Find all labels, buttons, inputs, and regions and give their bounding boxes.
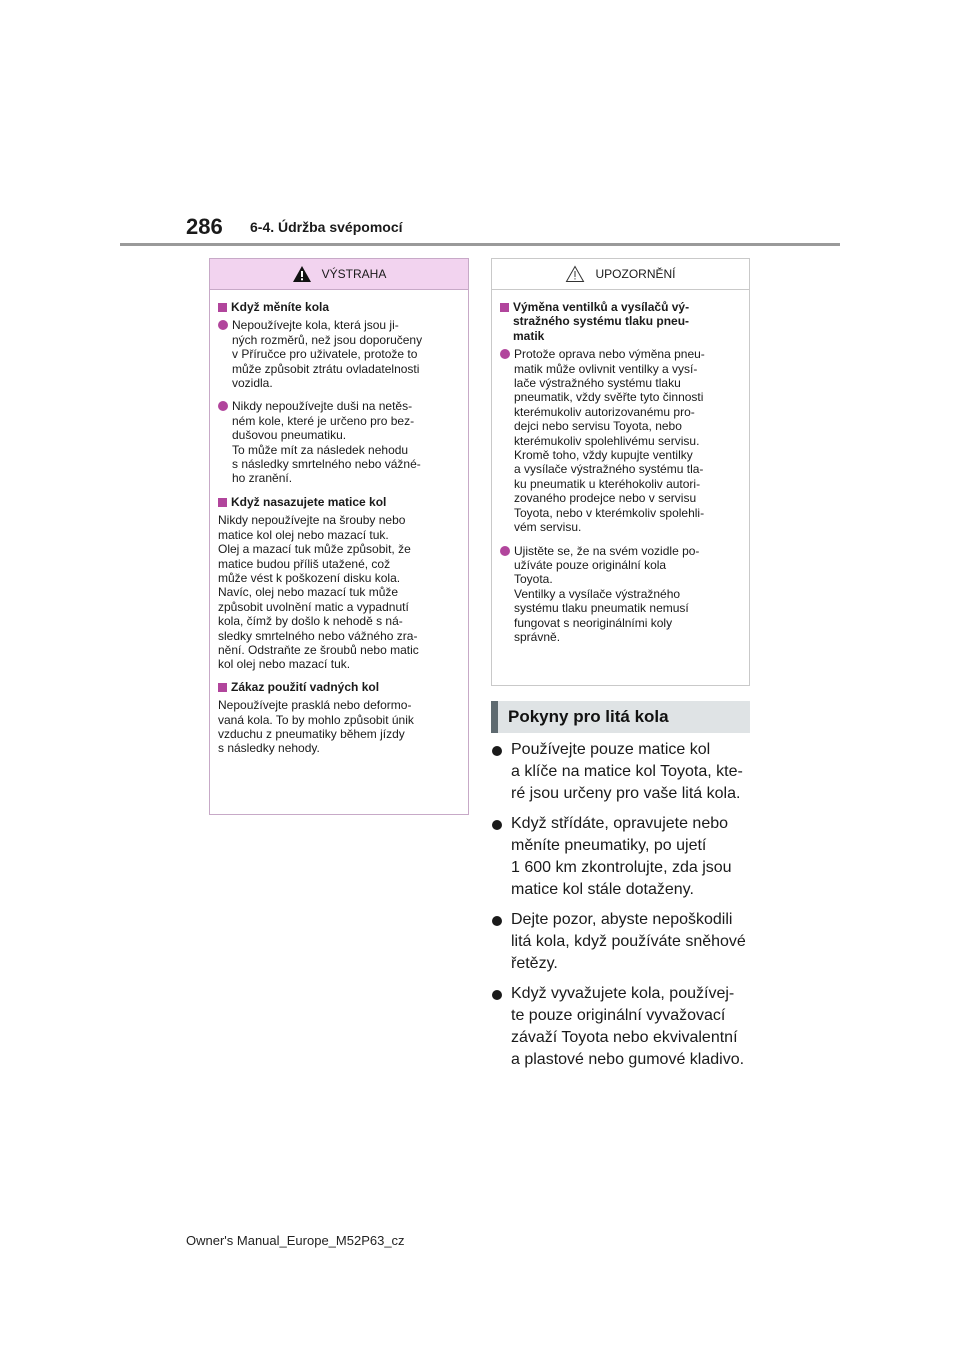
bullet-icon — [492, 990, 502, 1000]
list-item-text: Když vyvažujete kola, používej- te pouze originální vyvažovací závaží Toyota nebo ekvivalentní a plastové nebo gumové kladivo. — [511, 985, 745, 1068]
warning-body — [210, 290, 468, 756]
warning-item — [218, 318, 460, 390]
square-bullet-icon — [218, 303, 227, 312]
alloy-instructions-list — [492, 739, 754, 1079]
caution-item — [500, 347, 741, 534]
alloy-wheels-heading — [491, 701, 750, 733]
list-item-text: Dejte pozor, abyste nepoškodili litá kola, když používáte sněhové řetězy. — [511, 911, 746, 972]
caution-body — [492, 290, 749, 644]
caution-subheading — [500, 300, 741, 343]
caution-header — [492, 259, 749, 290]
header-rule — [120, 243, 840, 246]
warning-header — [210, 259, 468, 290]
warning-item — [218, 399, 460, 485]
caution-item — [500, 544, 741, 645]
circle-bullet-icon — [218, 320, 228, 330]
item-text: Protože oprava nebo výměna pneu- matik může ovlivnit ventilky a vysí- lače výstražného systému tlaku pneumatik, vždy svěřte tyto činnosti kterémukoliv autorizovanému pro- dejci nebo servisu Toyota, nebo kterémukoliv spolehlivému servisu. Kromě toho, vždy kupujte ventilky a vysílače výstražného systému tla- ku pneumatik u kteréhokoliv autori- zovaného prodejce nebo v servisu Toyota, nebo v kterémkoliv spolehli- vém servisu. — [514, 347, 705, 535]
subheading-text: Zákaz použití vadných kol — [231, 679, 380, 694]
circle-bullet-icon — [500, 546, 510, 556]
square-bullet-icon — [500, 303, 509, 312]
subheading-text: Když měníte kola — [231, 300, 330, 314]
square-bullet-icon — [218, 683, 227, 692]
list-item — [492, 739, 754, 805]
list-item — [492, 813, 754, 901]
caution-title: UPOZORNĚNÍ — [595, 267, 676, 281]
subheading-text: Výměna ventilků a vysílačů vý- stražného systému tlaku pneu- matik — [513, 300, 690, 343]
page-number: 286 — [186, 214, 223, 239]
square-bullet-icon — [218, 498, 227, 507]
caution-triangle-icon — [565, 265, 585, 283]
warning-title: VÝSTRAHA — [321, 267, 387, 281]
warning-subheading — [218, 495, 460, 509]
list-item-text: Když střídáte, opravujete nebo měníte pneumatiky, po ujetí 1 600 km zkontrolujte, zda jsou matice kol stále dotaženy. — [511, 815, 732, 898]
bullet-icon — [492, 820, 502, 830]
list-item — [492, 983, 754, 1071]
subheading-text: Když nasazujete matice kol — [231, 494, 387, 509]
item-text: Nikdy nepoužívejte duši na netěs- ném kole, které je určeno pro bez- dušovou pneumatiku. To může mít za následek nehodu s následky smrtelného nebo vážné- ho zranění. — [232, 399, 421, 486]
warning-box — [209, 258, 469, 815]
list-item-text: Používejte pouze matice kol a klíče na matice kol Toyota, kte- ré jsou určeny pro vaše litá kola. — [511, 741, 743, 802]
warning-triangle-icon — [292, 265, 312, 283]
bullet-icon — [492, 746, 502, 756]
circle-bullet-icon — [218, 401, 228, 411]
warning-subheading — [218, 680, 460, 694]
item-text: Ujistěte se, že na svém vozidle po- užíváte pouze originální kola Toyota. Ventilky a vysílače výstražného systému tlaku pneumatik nemusí fungovat s neoriginálními koly správně. — [514, 543, 700, 644]
warning-paragraph: Nepoužívejte prasklá nebo deformo- vaná kola. To by mohlo způsobit únik vzduchu z pneumatiky během jízdy s následky nehody. — [218, 698, 414, 756]
item-text: Nepoužívejte kola, která jsou ji- ných rozměrů, než jsou doporučeny v Příručce pro uživatele, protože to může způsobit ztrátu ovladatelnosti vozidla. — [232, 318, 423, 391]
caution-box — [491, 258, 750, 686]
circle-bullet-icon — [500, 349, 510, 359]
section-title: 6-4. Údržba svépomocí — [250, 219, 403, 235]
heading-text: Pokyny pro litá kola — [508, 707, 669, 726]
warning-paragraph: Nikdy nepoužívejte na šrouby nebo matice kol olej nebo mazací tuk. Olej a mazací tuk může způsobit, že matice budou příliš utažené, což může vést k poškození disku kola. Navíc, olej nebo mazací tuk může způsobit uvolnění matic a vypadnutí kola, čímž by došlo k nehodě s ná- sledky smrtelného nebo vážného zra- nění. Odstraňte ze šroubů nebo matic kol olej nebo mazací tuk. — [218, 513, 419, 672]
bullet-icon — [492, 916, 502, 926]
footer-text: Owner's Manual_Europe_M52P63_cz — [186, 1233, 405, 1248]
warning-subheading — [218, 300, 460, 314]
list-item — [492, 909, 754, 975]
